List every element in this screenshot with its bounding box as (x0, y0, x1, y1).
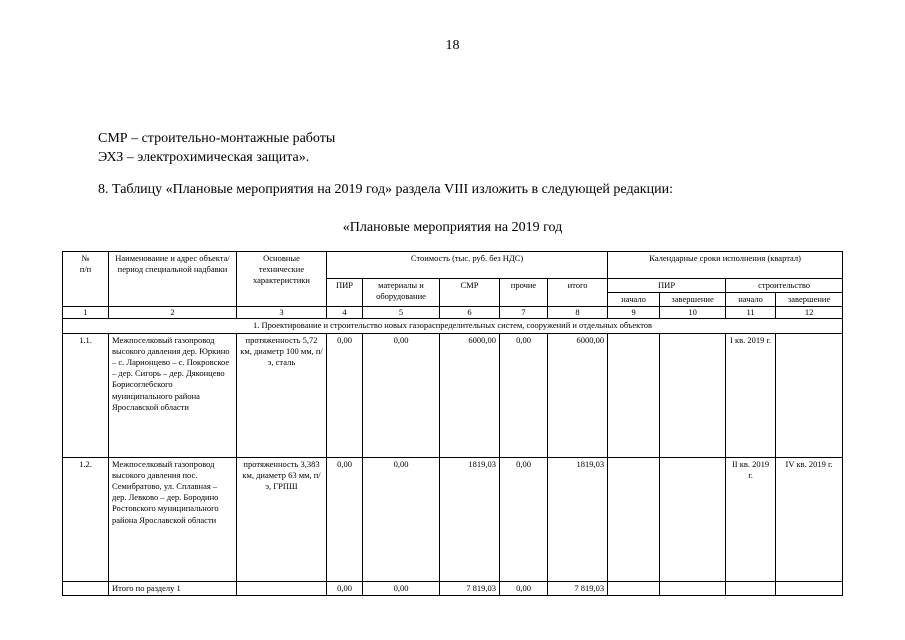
header-pir: ПИР (327, 279, 363, 307)
row-name: Межпоселковый газопровод высокого давления пос. Семибратово, ул. Сплавная – дер. Левково – дер. Бородино Ростовского муниципального района Ярославской области (109, 457, 237, 581)
row-num: 1.1. (63, 333, 109, 457)
header-name: Наименование и адрес объекта/ период специальной надбавки (109, 252, 237, 307)
row-pir-end (660, 333, 726, 457)
total-other: 0,00 (500, 581, 548, 595)
abbreviation-smr: СМР – строительно-монтажные работы (98, 131, 336, 146)
header-other: прочие (500, 279, 548, 307)
row-total: 1819,03 (548, 457, 608, 581)
column-number: 4 (327, 307, 363, 319)
row-pir-start (608, 333, 660, 457)
column-number: 2 (109, 307, 237, 319)
row-other: 0,00 (500, 333, 548, 457)
column-number: 10 (660, 307, 726, 319)
total-pir-start (608, 581, 660, 595)
header-specs: Основные технические характеристики (237, 252, 327, 307)
total-total: 7 819,03 (548, 581, 608, 595)
total-build-start (726, 581, 776, 595)
total-pir: 0,00 (327, 581, 363, 595)
abbreviations-block (98, 129, 335, 167)
row-total: 6000,00 (548, 333, 608, 457)
abbreviation-ehz: ЭХЗ – электрохимическая защита». (98, 150, 310, 165)
row-materials: 0,00 (363, 457, 440, 581)
total-smr: 7 819,03 (440, 581, 500, 595)
total-num (63, 581, 109, 595)
header-sched-pir: ПИР (608, 279, 726, 293)
header-pir-start: начало (608, 293, 660, 307)
header-row-1 (63, 252, 843, 279)
column-number: 7 (500, 307, 548, 319)
total-build-end (776, 581, 843, 595)
row-pir: 0,00 (327, 457, 363, 581)
row-smr: 6000,00 (440, 333, 500, 457)
page-number: 18 (445, 38, 460, 53)
column-number: 12 (776, 307, 843, 319)
row-pir: 0,00 (327, 333, 363, 457)
header-build-start: начало (726, 293, 776, 307)
header-smr: СМР (440, 279, 500, 307)
row-specs: протяженность 3,383 км, диаметр 63 мм, п/э, ГРПШ (237, 457, 327, 581)
header-materials: материалы и оборудование (363, 279, 440, 307)
row-materials: 0,00 (363, 333, 440, 457)
column-number: 11 (726, 307, 776, 319)
column-number: 6 (440, 307, 500, 319)
row-other: 0,00 (500, 457, 548, 581)
table-row (63, 333, 843, 457)
section-title: 1. Проектирование и строительство новых газораспределительных систем, сооружений и отдельных объектов (63, 319, 843, 333)
row-specs: протяженность 5,72 км, диаметр 100 мм, п/э, сталь (237, 333, 327, 457)
header-num: № п/п (63, 252, 109, 307)
total-label: Итого по разделу 1 (109, 581, 237, 595)
header-build-end: завершение (776, 293, 843, 307)
row-pir-end (660, 457, 726, 581)
header-total: итого (548, 279, 608, 307)
plan-table (62, 251, 843, 596)
column-number: 3 (237, 307, 327, 319)
column-number: 8 (548, 307, 608, 319)
table-title: «Плановые мероприятия на 2019 год (342, 220, 563, 235)
total-pir-end (660, 581, 726, 595)
column-number: 9 (608, 307, 660, 319)
instruction-paragraph: 8. Таблицу «Плановые мероприятия на 2019 год» раздела VIII изложить в следующей редакции: (98, 182, 673, 197)
total-specs (237, 581, 327, 595)
table-row (63, 457, 843, 581)
header-pir-end: завершение (660, 293, 726, 307)
section-title-row (63, 319, 843, 333)
row-build-start: II кв. 2019 г. (726, 457, 776, 581)
row-build-end: IV кв. 2019 г. (776, 457, 843, 581)
total-row (63, 581, 843, 595)
column-number-row (63, 307, 843, 319)
column-number: 5 (363, 307, 440, 319)
header-schedule-group: Календарные сроки исполнения (квартал) (608, 252, 843, 279)
header-cost-group: Стоимость (тыс. руб. без НДС) (327, 252, 608, 279)
row-num: 1.2. (63, 457, 109, 581)
row-build-end (776, 333, 843, 457)
column-number: 1 (63, 307, 109, 319)
row-build-start: I кв. 2019 г. (726, 333, 776, 457)
total-materials: 0,00 (363, 581, 440, 595)
row-name: Межпоселковый газопровод высокого давления дер. Юркино – с. Ларионцево – с. Покровское – дер. Сигорь – дер. Дяконцево Борисоглебского муниципального района Ярославской области (109, 333, 237, 457)
header-sched-construction: строительство (726, 279, 843, 293)
row-pir-start (608, 457, 660, 581)
row-smr: 1819,03 (440, 457, 500, 581)
